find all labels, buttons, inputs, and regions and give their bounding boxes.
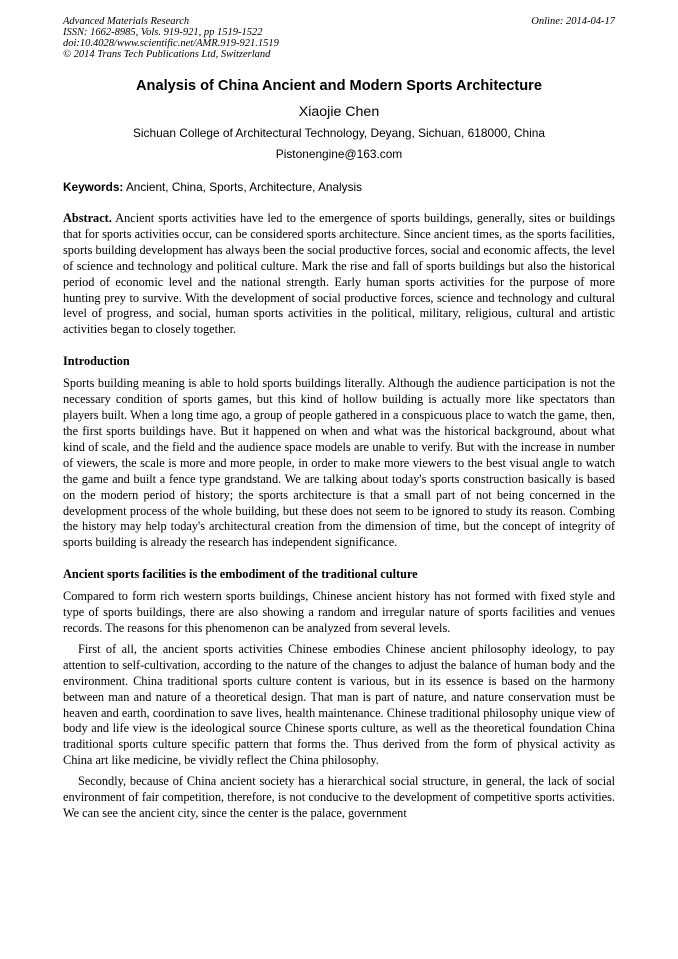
journal-issn: ISSN: 1662-8985, Vols. 919-921, pp 1519-1522 — [63, 27, 263, 38]
keywords-label: Keywords: — [63, 180, 124, 194]
journal-header — [63, 16, 615, 60]
abstract-label: Abstract. — [63, 211, 112, 225]
paragraph: First of all, the ancient sports activities Chinese embodies Chinese ancient philosophy ideology, to pay attention to self-cultivation, according to the nature of the changes to adjust the balance of human body and the environment. China traditional sports culture content is various, but in its essence is based on the harmony between man and nature of a theoretical design. That man is part of nature, and nature conservation must be heaven and earth, coordination to save lives, health maintenance. Chinese traditional philosophy unique view of body and life view is the ideological source Chinese sports culture, as well as the theoretical foundation China traditional sports culture specific pattern that forms the. Thus derived from the form of physical activity as China art like medicine, be vividly reflect the China philosophy. — [63, 641, 615, 768]
section-heading-ancient: Ancient sports facilities is the embodiment of the traditional culture — [63, 567, 418, 582]
author-name: Xiaojie Chen — [298, 104, 380, 120]
abstract — [63, 211, 615, 338]
paragraph: Sports building meaning is able to hold sports buildings literally. Although the audience participation is not the necessary condition of sports games, but this kind of hollow building is actually more like spectators than players built. When a long time ago, a group of people gathered in a conspicuous place to watch the game, then, the first sports buildings have. But it happened on when and what was the historical background, about what kind of scale, and the field and the audience space models are unable to verify. But with the increase in number of viewers, the scale is more and more people, in order to make more viewers to the best visual angle to watch the game and built a fence type grandstand. We are talking about today's sports construction basically is based on the modern period of history; the sports architecture is that a small part of not being concerned in the development process of the whole building, but these does not seem to be ignored to study its reason. Combing the history may help today's architectural creation from the dimension of time, but the concept of integrity of sports building is already the research has independent significance. — [63, 376, 615, 550]
journal-copyright: © 2014 Trans Tech Publications Ltd, Switzerland — [63, 49, 271, 60]
paper-page — [63, 16, 615, 822]
abstract-text: Ancient sports activities have led to the emergence of sports buildings, generally, sites or buildings that for sports activities occur, can be considered sports architecture. Since ancient times, as the sports facilities, sports building development has always been the social productive forces, social and economic affects, the level of science and technology and political culture. Mark the rise and fall of sports buildings but also the historical period of economic level and the national strength. Early human sports activities for the purpose of more hunting prey to survive. With the development of social productive forces, science and technology and cultural level of progress, and social, human sports activities in the political, military, religious, cultural and artistic activities began to closely together. — [63, 211, 615, 337]
author-email: Pistonengine@163.com — [275, 147, 403, 161]
keywords-text: Ancient, China, Sports, Architecture, Analysis — [123, 180, 362, 194]
author-affiliation: Sichuan College of Architectural Technology, Deyang, Sichuan, 618000, China — [132, 126, 546, 140]
journal-doi: doi:10.4028/www.scientific.net/AMR.919-921.1519 — [63, 38, 279, 49]
paragraph: Compared to form rich western sports buildings, Chinese ancient history has not formed with fixed style and type of sports buildings, there are also showing a random and irregular nature of sports facilities and venues records. The reasons for this phenomenon can be analyzed from several levels. — [63, 589, 615, 636]
paragraph: Secondly, because of China ancient society has a hierarchical social structure, in general, the lack of social environment of fair competition, therefore, is not conducive to the development of competitive sports activities. We can see the ancient city, since the center is the palace, government — [63, 774, 615, 820]
section-heading-introduction: Introduction — [63, 354, 130, 369]
journal-name: Advanced Materials Research — [63, 16, 190, 27]
paper-title: Analysis of China Ancient and Modern Sports Architecture — [136, 78, 542, 94]
online-date: Online: 2014-04-17 — [531, 16, 615, 27]
keywords — [63, 180, 615, 194]
